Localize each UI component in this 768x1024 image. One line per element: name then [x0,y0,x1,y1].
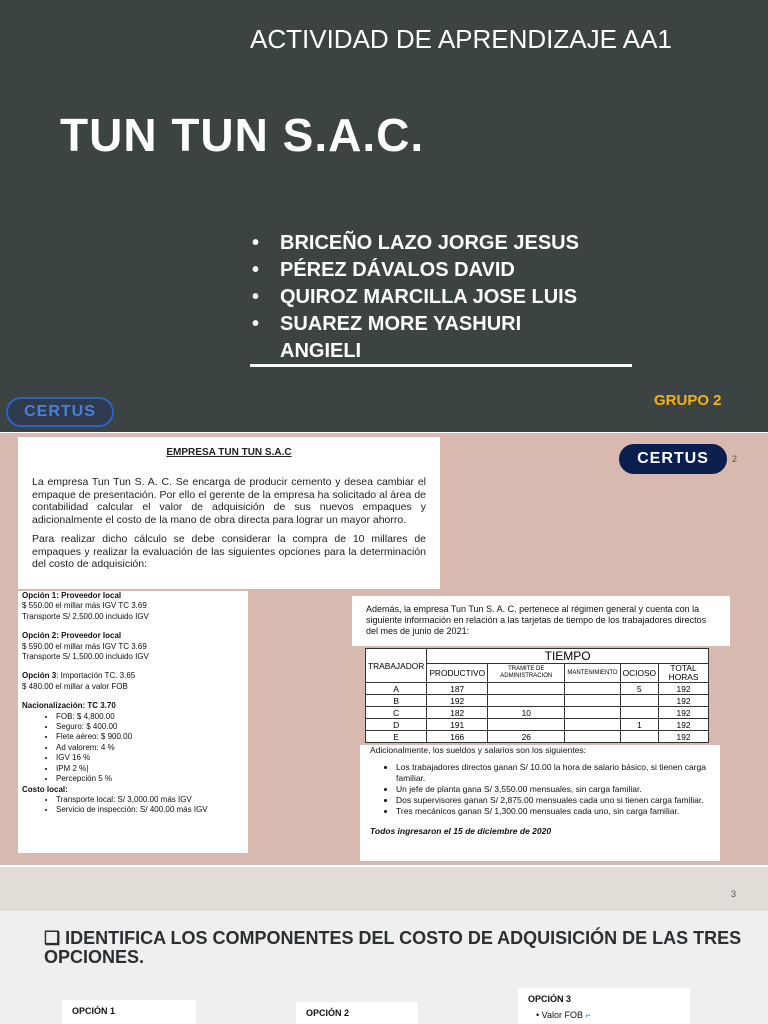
page-number: 2 [732,454,738,464]
list-item: • Tres mecánicos ganan S/ 1,300.00 mensuales cada uno, sin carga familiar. [396,806,710,817]
option-2-box: OPCIÓN 2 [296,1002,418,1024]
option-line: Transporte S/ 1,500.00 incluido IGV [22,652,149,662]
table-row: C 182 10 192 [366,707,709,719]
table-header: TRAMITE DE ADMINISTRACION [488,664,565,683]
table-header: TRABAJADOR [366,649,427,683]
option-title: Opción 1: Proveedor local [22,591,122,600]
table-row: E 166 26 192 [366,731,709,743]
member-item: • SUAREZ MORE YASHURI [252,313,522,335]
timecard-intro: Además, la empresa Tun Tun S. A. C. pertenece al régimen general y cuenta con la siguiente información en relación a las tarjetas de tiempo de los trabajadores directos del mes de junio de 2021: [352,596,730,646]
option-line: $ 550.00 el millar más IGV TC 3.69 [22,601,147,611]
list-item: • IPM 2 %| [56,764,244,774]
member-item: • BRICEÑO LAZO JORGE JESUS [252,232,579,254]
certus-logo: CERTUS [619,444,727,474]
slide-subtitle: ACTIVIDAD DE APRENDIZAJE AA1 [250,24,672,54]
hire-date-note: Todos ingresaron el 15 de diciembre de 2020 [370,826,552,836]
list-item: • FOB: $ 4,800.00 [56,712,244,722]
list-item: • Flete aéreo: $ 900.00 [56,732,244,742]
case-paragraph: Para realizar dicho cálculo se debe considerar la compra de 10 millares de empaques y realizar la evaluación de las siguientes opciones para la determinación del costo de adquisición: [32,533,426,570]
salaries-panel [360,745,720,861]
list-item: • IGV 16 % [56,753,244,763]
member-item: ANGIELI [280,340,362,362]
table-row: A 187 5 192 [366,683,709,695]
list-item: • Transporte local: S/ 3,000.00 más IGV [56,795,244,805]
slide-title: TUN TUN S.A.C. [60,109,425,161]
table-header: PRODUCTIVO [427,664,488,683]
option-line: $ 590.00 el millar más IGV TC 3.69 [22,641,147,651]
certus-logo: CERTUS [6,397,114,427]
salaries-title: Adicionalmente, los sueldos y salarios son los siguientes: [370,745,586,755]
question-heading: ❑ IDENTIFICA LOS COMPONENTES DEL COSTO DE ADQUISICIÓN DE LAS TRES OPCIONES. [44,928,742,967]
option-1-box: OPCIÓN 1 [62,1000,196,1024]
list-item: • Un jefe de planta gana S/ 3,550.00 mensuales, sin carga familiar. [396,784,710,795]
list-item: • Dos supervisores ganan S/ 2,875.00 mensuales cada uno si tienen carga familiar. [396,795,710,806]
option-line: Transporte S/ 2,500.00 incluido IGV [22,611,149,621]
members-list [252,230,622,365]
nationalization-title: Nacionalización: TC 3.70 [22,701,116,711]
table-header: TOTAL HORAS [659,664,709,683]
member-item: • PÉREZ DÁVALOS DAVID [252,259,515,281]
slide-divider-band [0,867,768,911]
table-header: OCIOSO [620,664,659,683]
options-panel [18,591,248,853]
local-cost-title: Costo local: [22,784,68,794]
case-paragraph: La empresa Tun Tun S. A. C. Se encarga de producir cemento y desea cambiar el empaque de presentación. Por ello el gerente de la empresa ha solicitado al área de contabilidad calcular el valor de adquisición de sus nuevos empaques y adicionalmente el costo de la mano de obra directa para lograr un mayor ahorro. [32,476,426,526]
table-row: B 192 192 [366,695,709,707]
slide-1 [0,0,768,432]
list-item: • Ad valorem: 4 % [56,743,244,753]
option-line: $ 480.00 el millar a valor FOB [22,681,128,691]
list-item: • Los trabajadores directos ganan S/ 10.00 la hora de salario básico, si tienen carga familiar. [396,762,710,784]
nationalization-list [22,712,244,785]
table-header: TIEMPO [427,649,709,664]
member-item: • QUIROZ MARCILLA JOSE LUIS [252,286,578,308]
case-description [18,437,440,589]
page-number: 3 [731,889,737,899]
table-row: D 191 1 192 [366,719,709,731]
list-item: • Seguro: $ 400.00 [56,722,244,732]
timecard-table [365,648,709,743]
option-title: Opción 2: Proveedor local [22,631,122,641]
option-3-item: • Valor FOB ⌐ [536,1010,591,1020]
option-3-box: OPCIÓN 3 • Valor FOB ⌐ [518,988,690,1024]
group-label: GRUPO 2 [654,392,722,409]
local-cost-list [22,795,244,816]
list-item: • Percepción 5 % [56,774,244,784]
case-heading: EMPRESA TUN TUN S.A.C [166,447,292,458]
table-header: MANTENIMIENTO [565,664,620,683]
option-title: Opción 3: Importación TC. 3.65 [22,671,136,681]
list-item: • Servicio de inspección: S/ 400.00 más IGV [56,805,244,815]
salaries-list [370,762,710,817]
divider [250,364,632,367]
